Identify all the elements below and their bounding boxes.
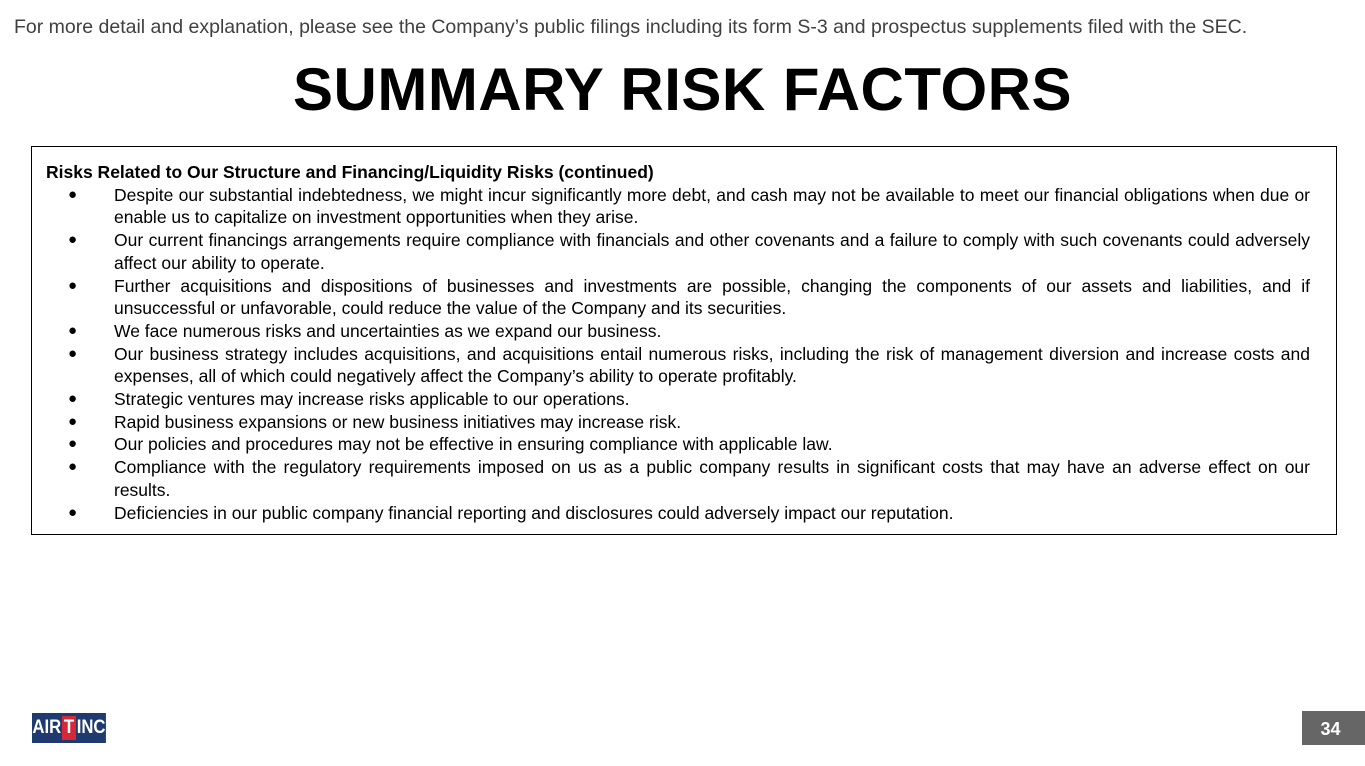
bullet-icon: ● [68, 458, 78, 476]
list-item [46, 229, 1310, 274]
risk-item-text: Rapid business expansions or new business initiatives may increase risk. [114, 411, 682, 432]
list-item [46, 275, 1310, 320]
bullet-icon: ● [68, 390, 78, 408]
bullet-icon: ● [68, 231, 78, 249]
section-heading: Risks Related to Our Structure and Financing/Liquidity Risks (continued) [46, 162, 654, 182]
bullet-icon: ● [68, 435, 78, 453]
risk-item-text: Strategic ventures may increase risks applicable to our operations. [114, 389, 630, 410]
risk-item-text: Our current financings arrangements require compliance with financials and other covenants and a failure to comply with such covenants could adversely affect our ability to operate. [114, 230, 1310, 273]
list-item [46, 388, 1310, 411]
bullet-icon: ● [68, 412, 78, 430]
risk-item-text: Our business strategy includes acquisitions, and acquisitions entail numerous risks, including the risk of management diversion and increase costs and expenses, all of which could negatively affect the Company’s ability to operate profitably. [114, 343, 1310, 387]
bullet-icon: ● [68, 185, 78, 203]
list-item [46, 184, 1310, 229]
list-item [46, 433, 1310, 456]
risk-item-text: Further acquisitions and dispositions of businesses and investments are possible, changing the components of our assets and liabilities, and if unsuccessful or unfavorable, could reduce the value of the Company and its securities. [114, 275, 1310, 319]
logo-text-prefix: AIR [32, 717, 62, 738]
company-logo [32, 713, 106, 743]
list-item [46, 456, 1310, 501]
list-item [46, 502, 1310, 525]
risk-item-text: Compliance with the regulatory requirements imposed on us as a public company results in significant costs that may have an adverse effect on our results. [114, 457, 1310, 500]
bullet-icon: ● [68, 503, 78, 521]
list-item [46, 320, 1310, 343]
risk-item-text: Our policies and procedures may not be effective in ensuring compliance with applicable law. [114, 434, 833, 455]
logo-text-accent: T [63, 717, 75, 738]
risk-item-text: Deficiencies in our public company financial reporting and disclosures could adversely impact our reputation. [114, 502, 954, 523]
bullet-icon: ● [68, 276, 78, 294]
logo-text-suffix: INC [76, 717, 106, 738]
risk-item-text: Despite our substantial indebtedness, we might incur significantly more debt, and cash may not be available to meet our financial obligations when due or enable us to capitalize on investment opportunities when they arise. [114, 184, 1310, 228]
bullet-icon: ● [68, 321, 78, 339]
page-number: 34 [1302, 711, 1365, 745]
list-item [46, 343, 1310, 388]
bullet-icon: ● [68, 344, 78, 362]
list-item [46, 411, 1310, 434]
risk-factors-box [31, 146, 1337, 535]
disclaimer-text: For more detail and explanation, please see the Company’s public filings including its form S-3 and prospectus supplements filed with the SEC. [14, 16, 1248, 38]
page-title: SUMMARY RISK FACTORS [293, 56, 1072, 123]
risk-list [46, 184, 1310, 525]
risk-item-text: We face numerous risks and uncertainties as we expand our business. [114, 320, 662, 341]
